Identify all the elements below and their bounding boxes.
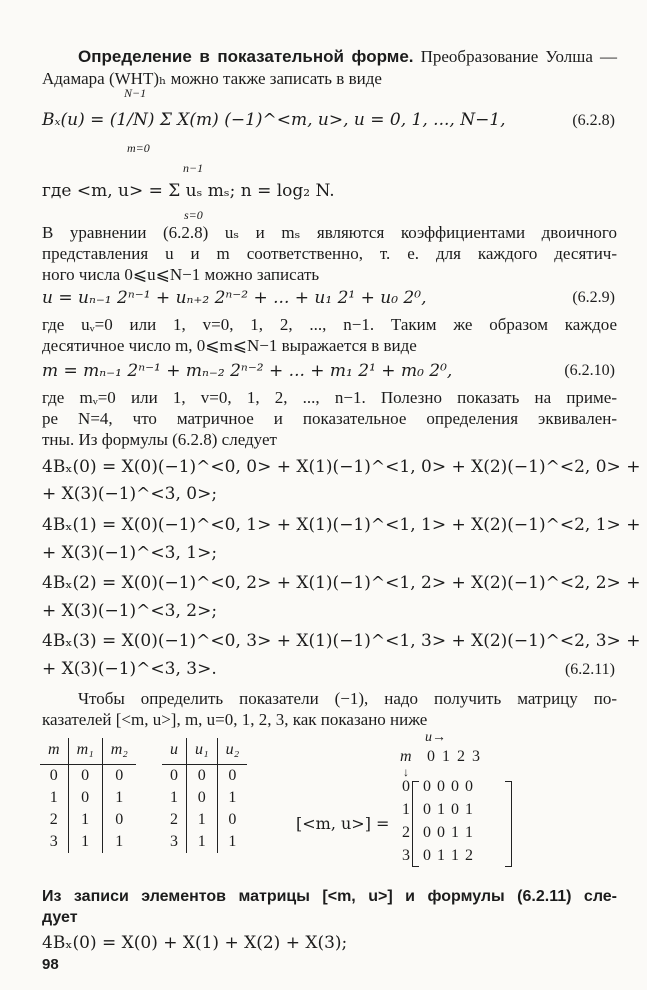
eq-6210-formula: m = mₙ₋₁ 2ⁿ⁻¹ + mₙ₋₂ 2ⁿ⁻² + ... + m₁ 2¹ + m₀ 2⁰, [42, 361, 453, 381]
matrix-row: 0 0 1 1 [423, 824, 473, 841]
matrix-row-label: 0 [402, 778, 410, 795]
table-cell: 1 [228, 789, 237, 806]
table-m-head-m: m [40, 738, 68, 765]
table-m-head-m2: m₂ [102, 738, 136, 765]
eq-628-formula: Bₓ(u) = (1/N) Σ X(m) (−1)^<m, u>, u = 0, 1, ..., N−1, [42, 110, 506, 130]
table-cell: 2 [162, 809, 187, 831]
eq-6211-number: (6.2.11) [564, 661, 615, 678]
intro-line-1-rest: Преобразование Уолша — [420, 47, 618, 66]
para-2-line-2: десятичное число m, 0⩽m⩽N−1 выражается в виде [42, 336, 417, 355]
eq-628-sum-upper: N−1 [124, 86, 147, 100]
matrix-row: 0 1 0 1 [423, 801, 473, 818]
para-5-line-2: дует [42, 909, 78, 926]
table-u [162, 738, 247, 853]
matrix-row: 0 1 1 2 [423, 847, 473, 864]
table-cell: 0 [228, 811, 237, 828]
table-cell: 0 [68, 787, 102, 809]
table-cell: 0 [115, 767, 124, 784]
table-cell: 0 [187, 765, 218, 788]
table-m [40, 738, 136, 853]
table-cell: 0 [40, 765, 68, 788]
table-m-header [40, 738, 136, 765]
table-cell: 3 [40, 831, 68, 853]
table-row [40, 765, 136, 788]
eq-6211-line-3: 4Bₓ(1) = X(0)(−1)^<0, 1> + X(1)(−1)^<1, 1> + X(2)(−1)^<2, 1> + [42, 515, 641, 535]
para-1-line-1: В уравнении (6.2.8) uₛ и mₛ являются коэффициентами двоичного [42, 223, 617, 242]
intro-line-1 [78, 47, 617, 67]
table-cell: 1 [187, 809, 218, 831]
matrix-row-label: 2 [402, 824, 410, 841]
eq-6211-line-7: 4Bₓ(3) = X(0)(−1)^<0, 3> + X(1)(−1)^<1, 3> + X(2)(−1)^<2, 3> + [42, 631, 641, 651]
matrix-m-label: m [400, 748, 412, 765]
table-m-head-m1: m₁ [68, 738, 102, 765]
matrix-col-heads: 0 1 2 3 [427, 748, 480, 765]
table-cell: 1 [115, 789, 124, 806]
table-row [162, 787, 247, 809]
table-u-head-u2: u₂ [217, 738, 247, 765]
table-cell: 3 [162, 831, 187, 853]
page-number: 98 [42, 956, 59, 973]
table-cell: 0 [228, 767, 237, 784]
matrix-left-bracket [412, 781, 419, 867]
table-row [162, 765, 247, 788]
matrix-lhs: [<m, u>] = [296, 814, 390, 833]
para-1-line-2: представления u и m соответственно, т. е. для каждого десятич- [42, 244, 617, 263]
para-1-line-3: ного числа 0⩽u⩽N−1 можно записать [42, 265, 320, 284]
eq-629-formula: u = uₙ₋₁ 2ⁿ⁻¹ + uₙ₊₂ 2ⁿ⁻² + ... + u₁ 2¹ + u₀ 2⁰, [42, 288, 427, 308]
table-u-header [162, 738, 247, 765]
matrix-row-label: 3 [402, 847, 410, 864]
table-cell: 1 [40, 787, 68, 809]
table-cell: 0 [115, 811, 124, 828]
eq-6210-number: (6.2.10) [564, 362, 615, 379]
table-row [40, 809, 136, 831]
eq-6211-line-2: + X(3)(−1)^<3, 0>; [42, 484, 218, 504]
section-title: Определение в показательной форме. [78, 47, 414, 66]
table-cell: 1 [162, 787, 187, 809]
para-3-line-3: тны. Из формулы (6.2.8) следует [42, 430, 277, 449]
table-cell: 2 [40, 809, 68, 831]
table-u-head-u1: u₁ [187, 738, 218, 765]
eq-last-formula: 4Bₓ(0) = X(0) + X(1) + X(2) + X(3); [42, 933, 348, 953]
matrix-row-label: 1 [402, 801, 410, 818]
matrix-down-arrow: ↓ [403, 765, 409, 779]
table-cell: 0 [162, 765, 187, 788]
eq-628-sum-lower: m=0 [127, 141, 150, 155]
eq-6211-line-4: + X(3)(−1)^<3, 1>; [42, 543, 218, 563]
eq-6211-line-8: + X(3)(−1)^<3, 3>. [42, 659, 217, 679]
para-2-line-1: где uᵥ=0 или 1, v=0, 1, 2, ..., n−1. Таким же образом каждое [42, 315, 617, 334]
where-sum-lower: s=0 [184, 208, 203, 222]
para-4-line-1: Чтобы определить показатели (−1), надо получить матрицу по- [78, 689, 617, 708]
matrix-right-bracket [505, 781, 512, 867]
table-cell: 1 [187, 831, 218, 853]
table-cell: 0 [187, 787, 218, 809]
table-row [162, 809, 247, 831]
intro-line-2: Адамара (WHT)ₕ можно также записать в виде [42, 69, 382, 88]
eq-628-number: (6.2.8) [572, 112, 615, 129]
table-row [162, 831, 247, 853]
table-u-head-u: u [162, 738, 187, 765]
table-cell: 1 [68, 831, 102, 853]
table-cell: 1 [115, 833, 124, 850]
para-4-line-2: казателей [<m, u>], m, u=0, 1, 2, 3, как показано ниже [42, 710, 428, 729]
eq-6211-line-5: 4Bₓ(2) = X(0)(−1)^<0, 2> + X(1)(−1)^<1, 2> + X(2)(−1)^<2, 2> + [42, 573, 641, 593]
matrix-u-label: u→ [425, 730, 446, 745]
table-row [40, 831, 136, 853]
table-cell: 1 [68, 809, 102, 831]
eq-6211-line-1: 4Bₓ(0) = X(0)(−1)^<0, 0> + X(1)(−1)^<1, 0> + X(2)(−1)^<2, 0> + [42, 457, 641, 477]
where-formula: где <m, u> = Σ uₛ mₛ; n = log₂ N. [42, 181, 335, 201]
table-cell: 0 [68, 765, 102, 788]
para-3-line-1: где mᵥ=0 или 1, v=0, 1, 2, ..., n−1. Полезно показать на приме- [42, 388, 617, 407]
para-5-line-1: Из записи элементов матрицы [<m, u>] и формулы (6.2.11) сле- [42, 888, 617, 905]
eq-6211-line-6: + X(3)(−1)^<3, 2>; [42, 601, 218, 621]
para-3-line-2: ре N=4, что матричное и показательное определения эквивален- [42, 409, 617, 428]
table-cell: 1 [228, 833, 237, 850]
table-row [40, 787, 136, 809]
eq-629-number: (6.2.9) [572, 289, 615, 306]
where-sum-upper: n−1 [183, 161, 204, 175]
matrix-row: 0 0 0 0 [423, 778, 473, 795]
